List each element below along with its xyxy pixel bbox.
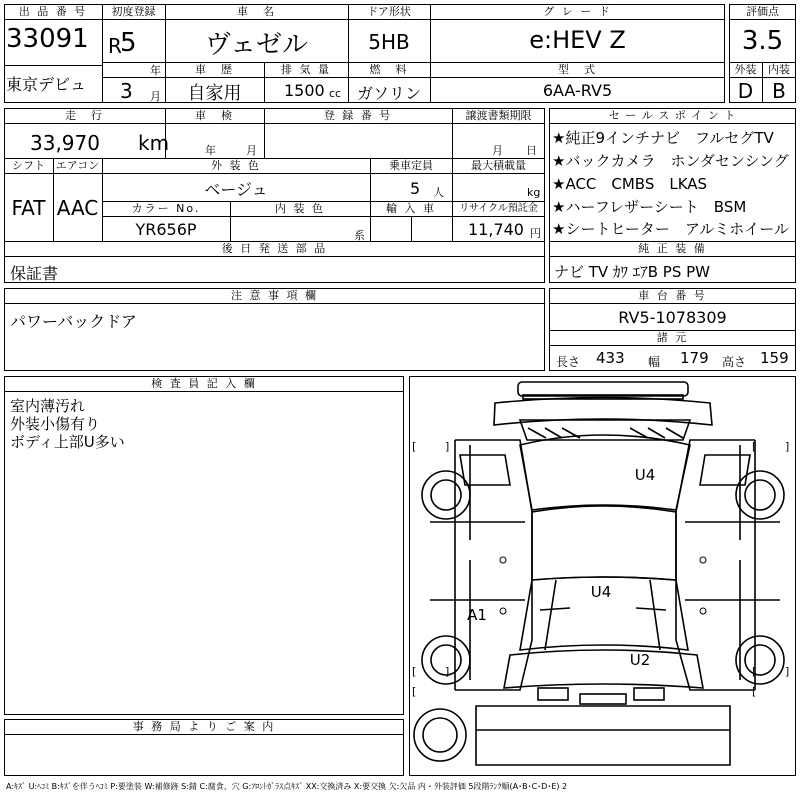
chassis-number: RV5-1078309: [618, 308, 727, 327]
interior-color-label: 内 装 色: [275, 202, 325, 215]
history: 自家用: [187, 83, 242, 104]
exterior-color-label: 外 装 色: [211, 159, 261, 172]
damage-mark: U4: [590, 583, 612, 601]
aircon: AAC: [56, 196, 99, 220]
registration-month: 3: [120, 79, 133, 103]
month-unit: 月: [150, 90, 161, 103]
svg-text:]: ]: [445, 665, 450, 678]
exterior-color: ベージュ: [204, 180, 268, 199]
registration-number-label: 登 録 番 号: [323, 109, 393, 122]
sales-point: ★シートヒーター アルミホイール: [552, 220, 789, 238]
registration-year: 5: [120, 28, 137, 58]
notes-text: パワーバックドア: [10, 312, 137, 331]
later-parts-label: 後 日 発 送 部 品: [221, 242, 328, 255]
inspection-year-unit: 年: [205, 144, 216, 157]
damage-mark: U4: [634, 466, 656, 484]
svg-text:[: [: [752, 685, 757, 698]
shift: FAT: [11, 196, 46, 220]
grade-label: グ レ ー ド: [543, 5, 612, 18]
interior-label: 内装: [768, 63, 790, 76]
door-type: 5HB: [368, 30, 410, 54]
mileage-unit: km: [138, 131, 170, 155]
svg-text:[: [: [752, 440, 757, 453]
recycle-fee-unit: 円: [530, 227, 541, 240]
specs-label: 諸 元: [656, 331, 689, 344]
height: 159: [760, 349, 789, 367]
interior-grade: B: [772, 79, 786, 103]
height-label: 高さ: [722, 355, 747, 369]
sales-point: ★ハーフレザーシート BSM: [552, 198, 747, 216]
debut-label: 東京デビュ: [6, 75, 87, 94]
displacement-label: 排 気 量: [281, 63, 331, 76]
lot-number-label: 出 品 番 号: [18, 5, 88, 18]
shift-label: シフト: [12, 159, 45, 172]
car-name: ヴェゼル: [205, 30, 308, 60]
interior-color-unit: 系: [354, 229, 365, 242]
era: R: [108, 34, 122, 58]
genuine-equipment-label: 純 正 装 備: [638, 242, 707, 255]
sales-point: ★純正9インチナビ フルセグTV: [552, 129, 774, 147]
first-registration-label: 初度登録: [111, 5, 156, 18]
svg-text:[: [: [752, 665, 757, 678]
lot-number: 33091: [6, 24, 89, 54]
inspector-note: ボディ上部U多い: [10, 433, 125, 451]
inspector-note: 外装小傷有り: [10, 415, 101, 433]
genuine-equipment: ナビ TV ｶﾜ ｴｱB PS PW: [554, 263, 710, 281]
model-code: 6AA-RV5: [542, 81, 613, 100]
sales-point: ★バックカメラ ホンダセンシング: [552, 152, 789, 170]
recycle-fee-label: リサイクル預託金: [459, 203, 538, 214]
car-name-label: 車 名: [237, 5, 276, 18]
door-label: ドア形状: [367, 5, 411, 18]
inspector-label: 検 査 員 記 入 欄: [151, 377, 257, 390]
svg-text:[: [: [412, 685, 417, 698]
svg-text:]: ]: [785, 665, 790, 678]
capacity: 5: [410, 179, 421, 198]
max-load-unit: kg: [527, 186, 541, 199]
svg-text:[: [: [412, 440, 417, 453]
length: 433: [596, 349, 625, 367]
capacity-unit: 人: [433, 186, 444, 199]
transfer-deadline-label: 譲渡書類期限: [465, 109, 532, 122]
inspection-label: 車 検: [195, 109, 234, 122]
history-label: 車 歴: [195, 63, 234, 76]
displacement-unit: cc: [329, 87, 342, 100]
grade: e:HEV Z: [529, 26, 626, 54]
mileage-label: 走 行: [65, 109, 104, 122]
model-label: 型 式: [558, 63, 597, 76]
sales-points-label: セ ー ル ス ポ イ ン ト: [608, 109, 737, 122]
sales-point: ★ACC CMBS LKAS: [552, 175, 708, 193]
exterior-label: 外装: [734, 63, 757, 76]
svg-text:]: ]: [785, 440, 790, 453]
year-unit: 年: [150, 64, 161, 77]
length-label: 長さ: [556, 355, 581, 369]
chassis-number-label: 車 台 番 号: [638, 289, 707, 302]
damage-mark: U2: [629, 651, 651, 669]
color-number: YR656P: [135, 220, 197, 239]
capacity-label: 乗車定員: [389, 159, 433, 172]
score-label: 評価点: [746, 5, 779, 18]
notes-label: 注 意 事 項 欄: [231, 289, 318, 302]
displacement: 1500: [284, 81, 325, 100]
overall-score: 3.5: [741, 26, 784, 56]
color-number-label: カラー No.: [131, 202, 201, 215]
recycle-fee: 11,740: [468, 220, 524, 239]
fuel-label: 燃 料: [369, 63, 409, 76]
aircon-label: エアコン: [55, 159, 100, 172]
import-label: 輸 入 車: [386, 202, 436, 215]
inspection-month-unit: 月: [246, 144, 257, 157]
fuel: ガソリン: [356, 84, 421, 103]
damage-legend: A:ｷｽﾞ U:ﾍｺﾐ B:ｷｽﾞを伴うﾍｺﾐ P:要塗装 W:補修跡 S:錆 C:腐食、穴 G:ﾌﾛﾝﾄｶﾞﾗｽ点ｷｽﾞ XX:交換済み X:要交換 欠:欠品 内・外装評価 5段階ﾗﾝｸ順(A･B･C･D･E) 2: [6, 782, 568, 791]
damage-mark: A1: [467, 606, 487, 624]
office-notice-label: 事 務 局 よ り ご 案 内: [132, 720, 276, 733]
mileage: 33,970: [30, 131, 100, 155]
exterior-grade: D: [737, 79, 754, 103]
svg-text:[: [: [412, 665, 417, 678]
inspector-note: 室内薄汚れ: [10, 397, 86, 415]
transfer-day-unit: 日: [526, 144, 537, 157]
transfer-month-unit: 月: [492, 144, 503, 157]
max-load-label: 最大積載量: [471, 159, 526, 172]
svg-text:]: ]: [445, 440, 450, 453]
width-label: 幅: [648, 355, 661, 369]
width: 179: [680, 349, 709, 367]
later-parts: 保証書: [10, 264, 59, 283]
